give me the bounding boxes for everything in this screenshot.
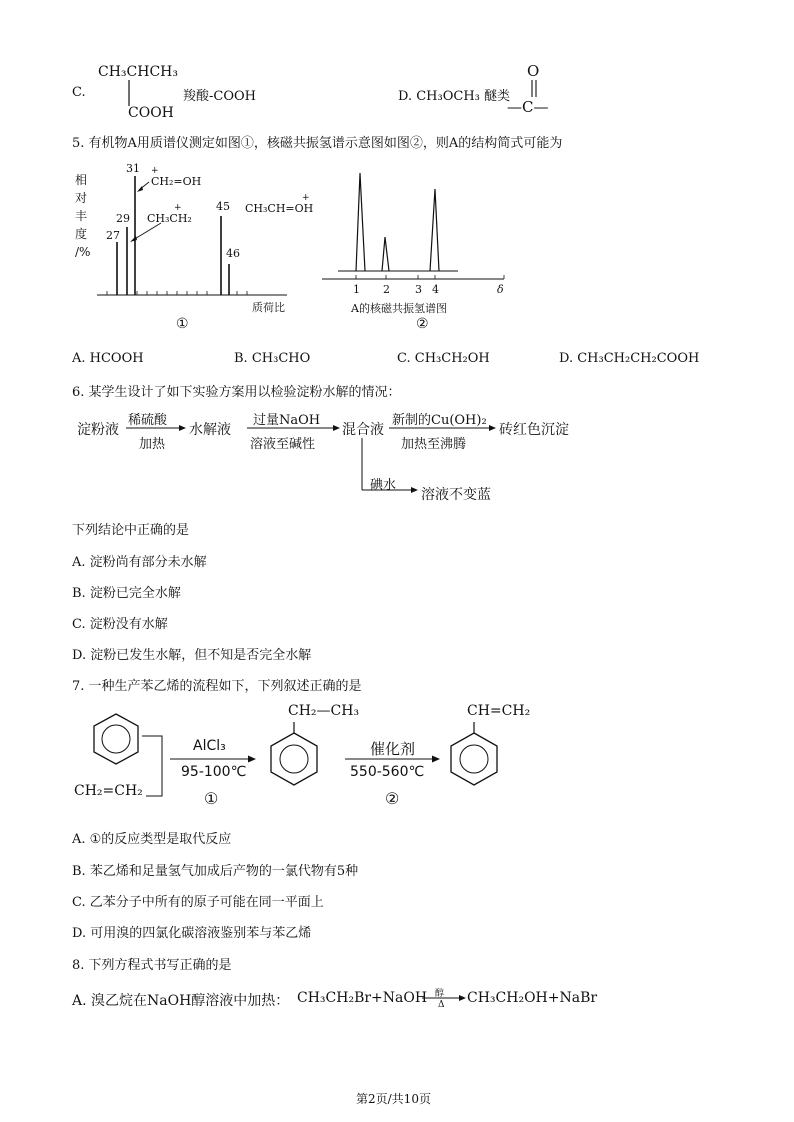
option-d-struct-c: —C— (507, 98, 549, 116)
ms-xlabel: 质荷比 (252, 301, 285, 314)
flow-arrow2-top: 过量NaOH (253, 413, 321, 428)
ms-frag-ch3choh: CH₃CH=OH (245, 202, 314, 215)
option-d-struct-o: O (527, 62, 540, 80)
flow-arrow1-top: 稀硫酸 (128, 413, 168, 428)
q5-option-d: D. CH₃CH₂CH₂COOH (559, 351, 700, 366)
flow-node-hydrolysate: 水解液 (189, 422, 231, 438)
arrowhead (432, 756, 440, 763)
flow-arrow3-top: 新制的Cu(OH)₂ (392, 413, 487, 428)
q8-stem: 8. 下列方程式书写正确的是 (72, 958, 232, 973)
option-c-label: C. (72, 85, 86, 100)
arrowhead (333, 425, 340, 431)
q7-stem: 7. 一种生产苯乙烯的流程如下，下列叙述正确的是 (72, 679, 362, 694)
ms-ylabel-char: 相 (75, 173, 88, 187)
q8-cond-bottom: Δ (438, 1000, 445, 1010)
q7-option-c: C. 乙苯分子中所有的原子可能在同一平面上 (72, 895, 324, 910)
q6-conclusion: 下列结论中正确的是 (72, 523, 190, 538)
option-c-desc: 羧酸-COOH (183, 89, 256, 104)
q7-cond2-top: 催化剂 (370, 740, 416, 758)
arrowhead (179, 425, 186, 431)
nmr-axis-label: δ (497, 283, 504, 296)
q6-option-a: A. 淀粉尚有部分未水解 (72, 555, 207, 570)
q8-option-a-left: CH₃CH₂Br+NaOH (297, 990, 428, 1006)
q5-stem: 5. 有机物A用质谱仪测定如图①，核磁共振氢谱示意图如图②，则A的结构简式可能为 (72, 136, 563, 151)
q6-stem: 6. 某学生设计了如下实验方案用以检验淀粉水解的情况： (72, 385, 401, 400)
nmr-caption-num: ② (416, 316, 429, 332)
flow-arrow1-bottom: 加热 (139, 437, 166, 452)
ms-plus-2: + (174, 203, 182, 213)
flow-arrows (0, 0, 794, 520)
option-c-struct-bottom: COOH (128, 105, 174, 121)
q7-cond2-bottom: 550-560℃ (350, 764, 425, 780)
q7-option-d: D. 可用溴的四氯化碳溶液鉴别苯与苯乙烯 (72, 926, 312, 941)
nmr-caption-text: A的核磁共振氢谱图 (351, 302, 447, 315)
q6-option-d: D. 淀粉已发生水解，但不知是否完全水解 (72, 648, 312, 663)
q7-step1: ① (204, 789, 219, 808)
q6-option-c: C. 淀粉没有水解 (72, 617, 168, 632)
ms-label-46: 46 (226, 247, 240, 260)
q7-step2: ② (385, 789, 400, 808)
q5-option-a: A. HCOOH (72, 351, 144, 366)
q7-cond1-top: AlCl₃ (193, 738, 226, 754)
ms-ylabel-char: /% (75, 245, 91, 259)
ms-ylabel-char: 丰 (75, 209, 88, 223)
flow-branch-result: 溶液不变蓝 (421, 487, 491, 503)
benzene-ring-ethylbenzene (271, 722, 317, 785)
ms-ylabel-char: 对 (75, 191, 88, 205)
flow-arrow2-bottom: 溶液至碱性 (250, 437, 316, 452)
q8-option-a-prefix: A. 溴乙烷在NaOH醇溶液中加热： (72, 993, 290, 1009)
flow-branch-label: 碘水 (370, 478, 397, 493)
q7-ethyl-group: CH₂—CH₃ (288, 703, 360, 719)
ms-label-29: 29 (116, 212, 130, 225)
ms-caption: ① (176, 316, 189, 332)
nmr-tick-1: 1 (353, 283, 360, 296)
ms-plus-1: + (151, 166, 159, 176)
flow-arrow3-bottom: 加热至沸腾 (401, 437, 467, 452)
ms-plus-3: + (302, 193, 310, 203)
option-d-label: D. CH₃OCH₃ 醚类 (398, 89, 511, 104)
q7-cond1-bottom: 95-100℃ (181, 764, 247, 780)
ms-ylabel-char: 度 (75, 227, 88, 241)
benzene-ring-styrene (451, 722, 497, 785)
ms-label-27: 27 (106, 229, 120, 242)
q7-ethylene: CH₂=CH₂ (74, 783, 143, 799)
q8-arrow (422, 993, 472, 1003)
flow-node-starch: 淀粉液 (77, 422, 119, 438)
q7-vinyl-group: CH=CH₂ (467, 703, 531, 719)
arrowhead (489, 425, 496, 431)
flow-node-precipitate: 砖红色沉淀 (499, 422, 569, 438)
page-footer: 第2页/共10页 (356, 1092, 431, 1106)
arrowhead (248, 756, 256, 763)
arrowhead (411, 487, 418, 493)
option-c-struct-top: CH₃CHCH₃ (98, 64, 178, 80)
q8-option-a-right: CH₃CH₂OH+NaBr (467, 990, 598, 1006)
nmr-tick-3: 3 (415, 283, 422, 296)
q7-option-b: B. 苯乙烯和足量氢气加成后产物的一氯代物有5种 (72, 864, 359, 879)
nmr-tick-4: 4 (432, 283, 439, 296)
q5-option-b: B. CH₃CHO (234, 351, 311, 366)
ms-label-31: 31 (126, 162, 140, 175)
ms-frag-ch3ch2: CH₃CH₂ (147, 212, 192, 225)
ms-label-45: 45 (216, 200, 230, 213)
nmr-tick-2: 2 (383, 283, 390, 296)
q8-cond-top: 醇 (435, 989, 445, 999)
q6-option-b: B. 淀粉已完全水解 (72, 586, 181, 601)
ms-frag-ch2oh: CH₂=OH (151, 175, 202, 188)
q7-option-a: A. ①的反应类型是取代反应 (72, 832, 232, 847)
benzene-ring-reactant (94, 714, 138, 764)
reactant-bracket (142, 736, 162, 796)
q5-option-c: C. CH₃CH₂OH (397, 351, 490, 366)
flow-node-mixture: 混合液 (342, 422, 384, 438)
